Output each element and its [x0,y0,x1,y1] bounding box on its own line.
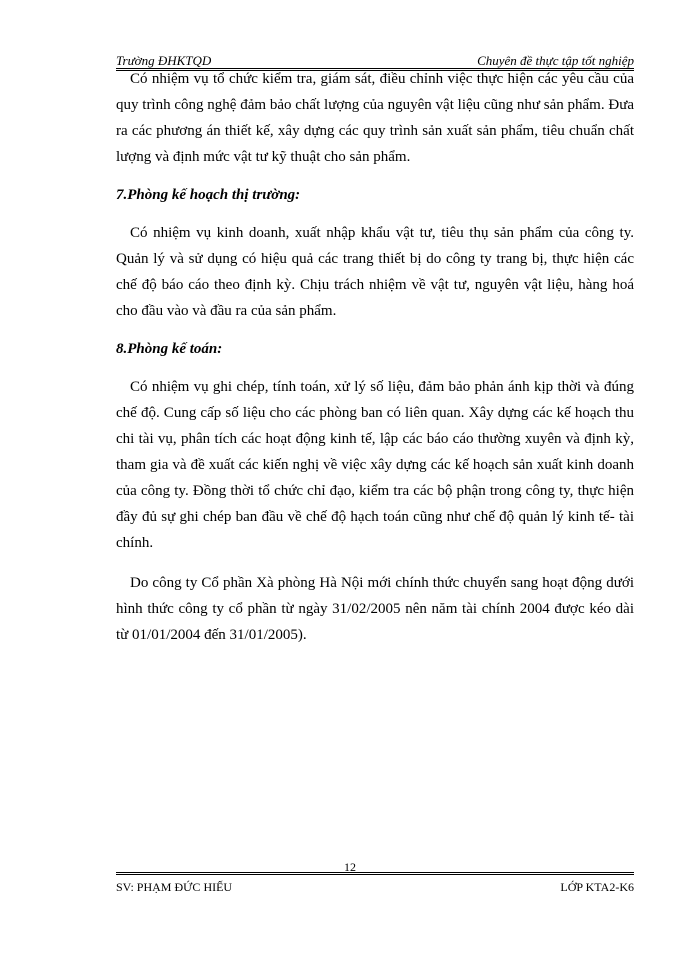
closing-paragraph: Do công ty Cổ phần Xà phòng Hà Nội mới chính thức chuyển sang hoạt động dưới hình thức công ty cổ phần từ ngày 31/02/2005 nên năm tài chính 2004 được kéo dài từ 01/01/2004 đến 31/01/2005). [116,575,634,643]
footer-class-name: LỚP KTA2-K6 [560,880,634,894]
section-7-paragraph: Có nhiệm vụ kinh doanh, xuất nhập khẩu vật tư, tiêu thụ sản phẩm của công ty. Quản lý và sử dụng có hiệu quả các trang thiết bị do công ty trang bị, thực hiện các chế độ báo cáo theo định kỳ. Chịu trách nhiệm về vật tư, nguyên vật liệu, hàng hoá cho đầu vào và đầu ra của sản phẩm. [116,225,634,319]
page-content [116,66,634,648]
page-footer [116,878,634,896]
footer-student-name: SV: PHẠM ĐỨC HIẾU [116,880,233,894]
section-7-heading: 7.Phòng kế hoạch thị trường: [116,187,301,203]
intro-paragraph: Có nhiệm vụ tổ chức kiểm tra, giám sát, điều chỉnh việc thực hiện các yêu cầu của quy trình công nghệ đảm bảo chất lượng của nguyên vật liệu cũng như sản phẩm. Đưa ra các phương án thiết kế, xây dựng các quy trình sản xuất sản phẩm, tiêu chuẩn chất lượng và định mức vật tư kỹ thuật cho sản phẩm. [116,71,634,165]
footer-rule [116,872,634,875]
page-number: 12 [344,860,356,874]
header-school-name: Trường ĐHKTQD [116,53,212,68]
section-8-paragraph: Có nhiệm vụ ghi chép, tính toán, xử lý số liệu, đảm bảo phản ánh kịp thời và đúng chế độ. Cung cấp số liệu cho các phòng ban có liên quan. Xây dựng các kế hoạch thu chi tài vụ, phân tích các hoạt động kinh tế, lập các báo cáo thường xuyên và định kỳ, tham gia và đề xuất các kiến nghị về việc xây dựng các kế hoạch sản xuất kinh doanh của công ty. Đồng thời tổ chức chỉ đạo, kiểm tra các bộ phận trong công ty, thực hiện đầy đủ sự ghi chép ban đầu về chế độ hạch toán cũng như chế độ quản lý kinh tế- tài chính. [116,379,634,551]
header-document-title: Chuyên đề thực tập tốt nghiệp [477,53,634,68]
section-8-heading: 8.Phòng kế toán: [116,341,223,357]
